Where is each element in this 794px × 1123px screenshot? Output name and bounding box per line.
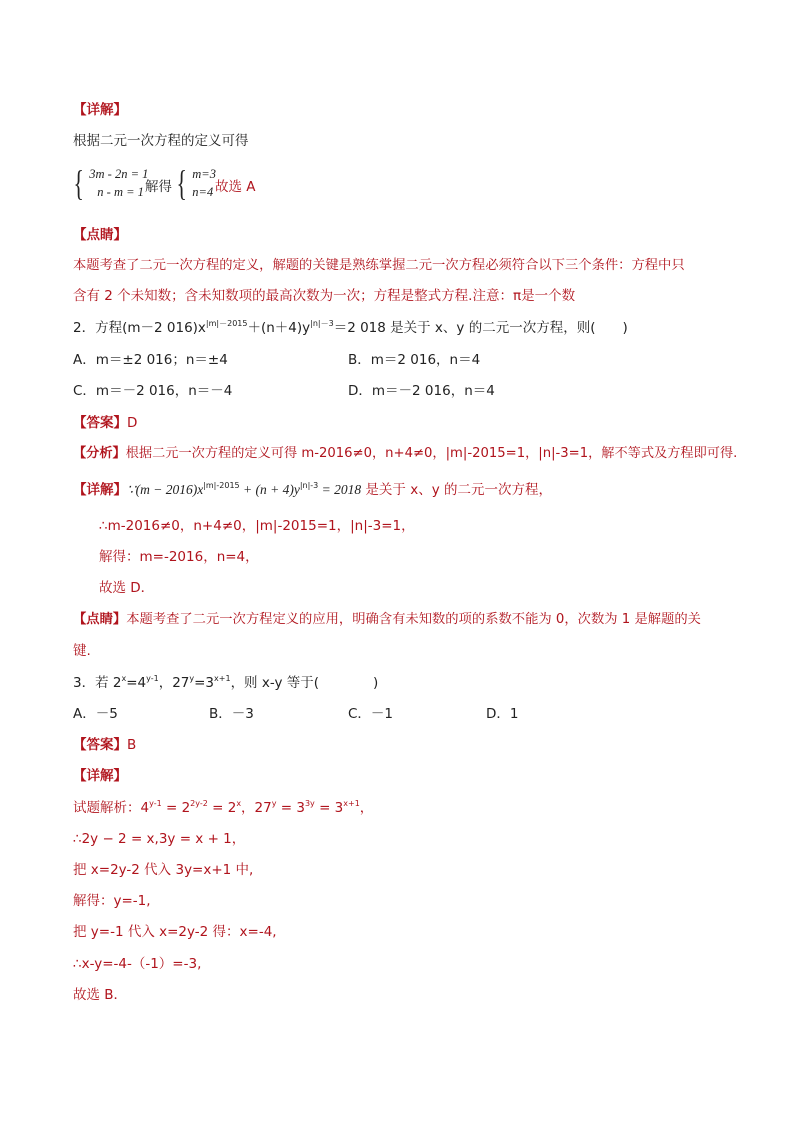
note-text: 本题考查了二元一次方程定义的应用，明确含有未知数的项的系数不能为 0，次数为 1 是解题的关 <box>126 612 701 627</box>
answer-heading: 【答案】 <box>73 737 127 753</box>
detail-step: 故选 D． <box>99 580 155 596</box>
exponent: 3y <box>304 799 315 808</box>
detail-step: 解得：m=-2016，n=4， <box>99 549 259 565</box>
solution-line <box>73 798 373 818</box>
brace-icon: { <box>73 163 84 203</box>
exponent: x <box>121 674 127 683</box>
analysis-heading: 【分析】 <box>73 446 126 461</box>
detail-heading: 【详解】 <box>73 768 127 784</box>
exponent: x+1 <box>343 799 360 808</box>
solution-text: 试题解析：4 <box>73 800 150 816</box>
math-expr: + (n + 4)y <box>239 482 300 497</box>
system-eq: m=3 <box>192 167 216 181</box>
math-expr: = 2018 <box>318 482 362 497</box>
analysis-text: 根据二元一次方程的定义可得 m-2016≠0，n+4≠0，|m|-2015=1，|n|-3=1，解不等式及方程即可得. <box>125 446 738 461</box>
detail-heading: 【详解】 <box>73 482 127 498</box>
system-eq: n - m = 1 <box>97 185 144 199</box>
option-c: C．m＝－2 016，n＝－4 <box>73 383 233 399</box>
solution-line: 把 x=2y-2 代入 3y=x+1 中, <box>73 862 254 878</box>
question-text: ＋(n＋4)y <box>247 320 311 336</box>
detail-text: 是关于 x、y 的二元一次方程， <box>361 482 552 498</box>
solution-line: 把 y=-1 代入 x=2y-2 得：x=-4, <box>73 924 277 940</box>
option-c: C．－1 <box>348 706 394 722</box>
answer-heading: 【答案】 <box>73 415 127 431</box>
question-text: =4 <box>126 675 147 691</box>
option-b: B．m＝2 016，n＝4 <box>348 352 481 368</box>
note-text: 本题考查了二元一次方程的定义，解题的关键是熟练掌握二元一次方程必须符合以下三个条件：方程中只 <box>73 258 685 273</box>
question-text: ，则 x-y 等于( ) <box>230 675 379 691</box>
question-text: ＝2 018 是关于 x、y 的二元一次方程，则( ) <box>333 320 628 336</box>
answer-line <box>73 735 136 755</box>
note-text: 含有 2 个未知数；含未知数项的最高次数为一次；方程是整式方程.注意：π是一个数 <box>73 288 576 304</box>
equation-system-1 <box>70 165 148 201</box>
exponent: y <box>189 674 195 683</box>
exponent: |n|－3 <box>310 319 334 328</box>
solution-line: ∴x-y=-4-（-1）=-3, <box>73 956 202 972</box>
q2-note-line <box>73 610 701 630</box>
solution-line: 解得：y=-1, <box>73 893 151 909</box>
exponent: 2y-2 <box>190 799 208 808</box>
solve-word: 解得 <box>145 179 172 195</box>
detail-step: ∴m-2016≠0，n+4≠0，|m|-2015=1，|n|-3=1， <box>99 518 415 534</box>
question-2 <box>73 318 628 338</box>
solution-text: = 3 <box>276 800 305 816</box>
option-a: A．m＝±2 016；n＝±4 <box>73 352 228 368</box>
option-a: A．－5 <box>73 706 118 722</box>
question-3 <box>73 673 378 693</box>
solution-line: 故选 B． <box>73 987 128 1003</box>
question-text: 2．方程(m－2 016)x <box>73 320 206 336</box>
option-d: D．m＝－2 016，n＝4 <box>348 383 495 399</box>
detail-heading: 【详解】 <box>73 102 127 118</box>
choose-answer: 故选 A <box>215 179 256 195</box>
solution-text: = 3 <box>314 800 344 816</box>
math-expr: ∵(m − 2016)x <box>127 482 204 497</box>
option-d: D．1 <box>486 706 519 722</box>
note-heading: 【点睛】 <box>73 227 127 243</box>
system-eq: n=4 <box>192 185 214 199</box>
brace-icon: { <box>176 163 187 203</box>
exponent: x+1 <box>214 674 231 683</box>
exponent: y-1 <box>149 799 162 808</box>
analysis-line <box>73 444 737 464</box>
answer-line <box>73 413 137 433</box>
solution-text: ， <box>359 800 374 816</box>
system-eq: 3m - 2n = 1 <box>89 167 149 181</box>
question-text: ，27 <box>158 675 190 691</box>
exponent: x <box>236 799 242 808</box>
question-text: 3．若 2 <box>73 675 122 691</box>
answer-value: B <box>127 737 137 753</box>
q2-detail-line <box>73 480 552 500</box>
solution-line: ∴2y − 2 = x,3y = x + 1， <box>73 831 246 847</box>
equation-system-2 <box>173 165 216 201</box>
solution-text: = 2 <box>161 800 191 816</box>
note-text: 键. <box>73 643 91 659</box>
exponent: |n|-3 <box>299 481 319 490</box>
question-text: =3 <box>194 675 215 691</box>
solution-text: = 2 <box>207 800 237 816</box>
exponent: y <box>271 799 277 808</box>
note-heading: 【点睛】 <box>73 612 127 627</box>
exponent: y-1 <box>146 674 159 683</box>
option-b: B．－3 <box>209 706 254 722</box>
exponent: |m|－2015 <box>205 319 248 328</box>
exponent: |m|-2015 <box>203 481 240 490</box>
answer-value: D <box>127 415 138 431</box>
solution-text: ，27 <box>241 800 272 816</box>
detail-text: 根据二元一次方程的定义可得 <box>73 133 249 149</box>
